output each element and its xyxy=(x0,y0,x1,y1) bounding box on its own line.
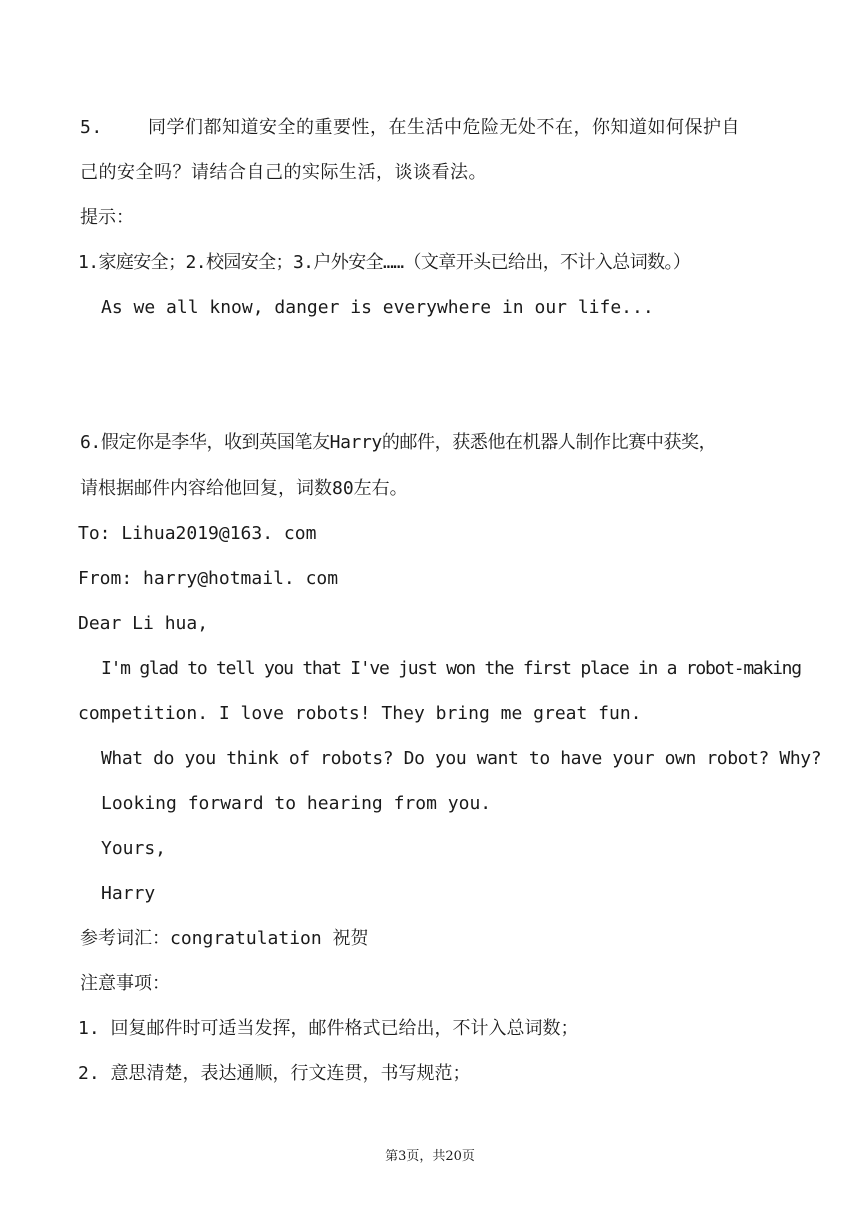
email-signature: Harry xyxy=(101,883,156,904)
email-closing: Yours, xyxy=(101,838,167,859)
q6-line-1: 6.假定你是李华，收到英国笔友Harry的邮件，获悉他在机器人制作比赛中获奖， xyxy=(80,432,717,453)
q5-hint: 1.家庭安全；2.校园安全；3.户外安全……（文章开头已给出，不计入总词数。） xyxy=(78,252,691,273)
email-body-2: What do you think of robots? Do you want to have your own robot? Why? xyxy=(101,748,822,769)
q6-notes-label: 注意事项： xyxy=(80,973,170,994)
q5-line-2: 己的安全吗？请结合自己的实际生活，谈谈看法。 xyxy=(80,162,487,183)
page-number: 第3页，共20页 xyxy=(385,1149,475,1164)
email-from: From: harry@hotmail. com xyxy=(78,568,339,589)
email-to: To: Lihua2019@163. com xyxy=(78,523,317,544)
q6-vocab: 参考词汇：congratulation 祝贺 xyxy=(80,928,369,949)
email-body-3: Looking forward to hearing from you. xyxy=(101,793,492,814)
q6-note-1: 1. 回复邮件时可适当发挥，邮件格式已给出，不计入总词数； xyxy=(78,1018,579,1039)
q6-note-2: 2. 意思清楚，表达通顺，行文连贯，书写规范； xyxy=(78,1063,471,1084)
email-body-1a: I'm glad to tell you that I've just won the first place in a robot-making xyxy=(101,658,801,679)
q5-hint-label: 提示： xyxy=(80,207,134,228)
q6-line-2: 请根据邮件内容给他回复，词数80左右。 xyxy=(80,478,408,499)
q5-opening: As we all know, danger is everywhere in our life... xyxy=(101,297,654,318)
email-body-1b: competition. I love robots! They bring me great fun. xyxy=(78,703,642,724)
q5-line-1: 5. 同学们都知道安全的重要性，在生活中危险无处不在，你知道如何保护自 xyxy=(80,117,741,138)
email-greeting: Dear Li hua, xyxy=(78,613,209,634)
